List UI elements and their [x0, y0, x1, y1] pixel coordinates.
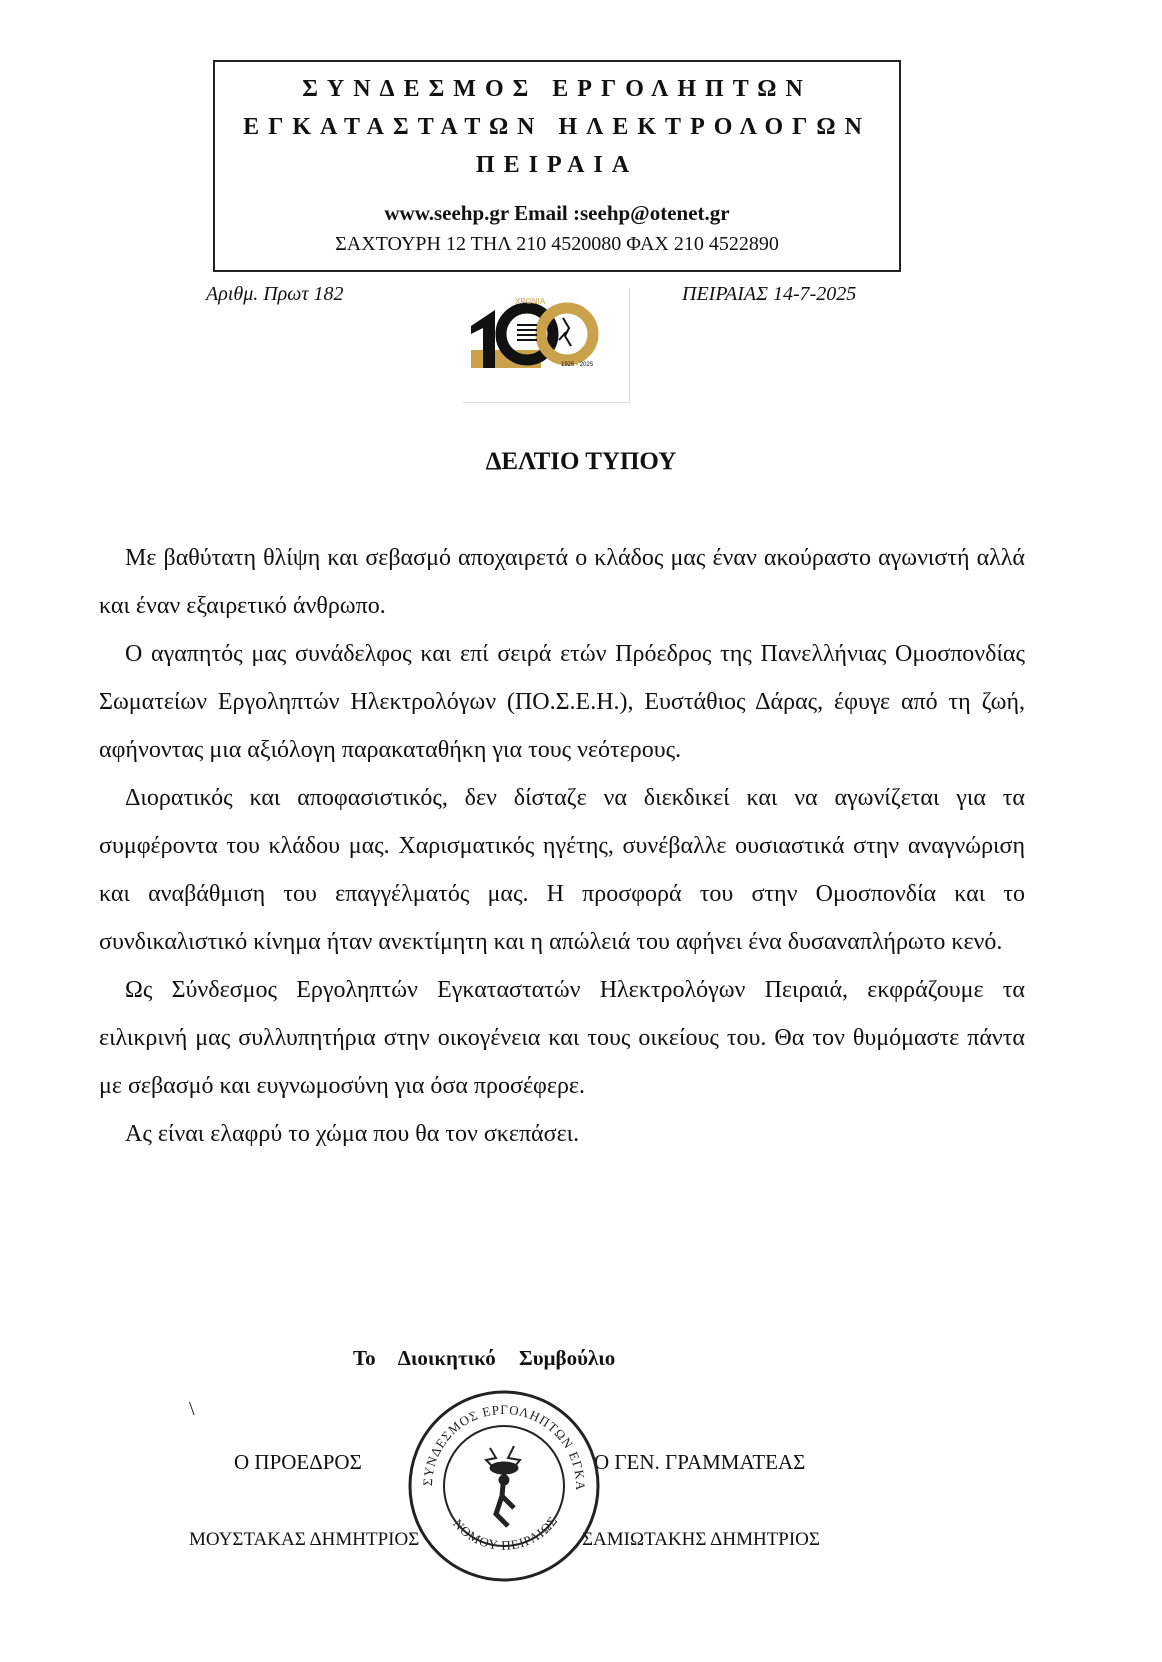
protocol-number: Αριθμ. Πρωτ 182 — [206, 283, 344, 305]
anniversary-logo — [463, 288, 630, 403]
stray-mark: \ — [189, 1398, 195, 1420]
place-date: ΠΕΙΡΑΙΑΣ 14-7-2025 — [682, 283, 857, 305]
logo-top-text: ΧΡΟΝΙΑ — [515, 297, 546, 306]
official-stamp — [404, 1386, 604, 1586]
svg-text:ΝΟΜΟΥ ΠΕΙΡΑΙΩΣ — [450, 1513, 560, 1553]
document-body — [99, 534, 1025, 1158]
stamp-figure-icon — [486, 1446, 520, 1526]
org-name-line-2: ΕΓΚΑΤΑΣΤΑΤΩΝ ΗΛΕΚΤΡΟΛΟΓΩΝ — [243, 114, 871, 140]
svg-text:ΣΥΝΔΕΣΜΟΣ ΕΡΓΟΛΗΠΤΩΝ ΕΓΚΑΤΑΣΤΑ — [404, 1386, 588, 1491]
stamp-ring-bottom-text: ΝΟΜΟΥ ΠΕΙΡΑΙΩΣ — [450, 1513, 561, 1553]
logo-years: 1925 - 2025 — [561, 362, 594, 368]
stamp-ring-top-text: ΣΥΝΔΕΣΜΟΣ ΕΡΓΟΛΗΠΤΩΝ ΕΓΚΑ — [419, 1401, 589, 1490]
secretary-name: ΣΑΜΙΩΤΑΚΗΣ ΔΗΜΗΤΡΙΟΣ — [582, 1529, 820, 1550]
president-name: ΜΟΥΣΤΑΚΑΣ ΔΗΜΗΤΡΙΟΣ — [189, 1529, 420, 1550]
body-paragraph: Ως Σύνδεσμος Εργοληπτών Εγκαταστατών Ηλεκτρολόγων Πειραιά, εκφράζουμε τα ειλικρινή μας συλλυπητήρια στην οικογένεια και τους οικείους του. Θα τον θυμόμαστε πάντα με σεβασμό και ευγνωμοσύνη για όσα προσέφερε. — [99, 977, 1025, 1099]
board-word: Διοικητικό — [397, 1346, 496, 1370]
logo-number: 100 — [463, 288, 465, 289]
body-paragraph: Ο αγαπητός μας συνάδελφος και επί σειρά ετών Πρόεδρος της Πανελλήνιας Ομοσπονδίας Σωματείων Εργοληπτών Ηλεκτρολόγων (ΠΟ.Σ.Ε.Η.), Ευστάθιος Δάρας, έφυγε από τη ζωή, αφήνοντας μια αξιόλογη παρακαταθήκη για τους νεότερους. — [99, 641, 1025, 763]
body-paragraph: Διορατικός και αποφασιστικός, δεν δίσταζε να διεκδικεί και να αγωνίζεται για τα συμφέροντα του κλάδου μας. Χαρισματικός ηγέτης, συνέβαλλε ουσιαστικά στην αναγνώριση και αναβάθμιση του επαγγέλματός μας. Η προσφορά του στην Ομοσπονδία και το συνδικαλιστικό κίνημα ήταν ανεκτίμητη και η απώλειά του αφήνει ένα δυσαναπλήρωτο κενό. — [99, 785, 1025, 955]
body-paragraph: Με βαθύτατη θλίψη και σεβασμό αποχαιρετά ο κλάδος μας έναν ακούραστο αγωνιστή αλλά και έναν εξαιρετικό άνθρωπο. — [99, 545, 1025, 619]
contact-web-email: www.seehp.gr Email :seehp@otenet.gr — [384, 201, 730, 225]
secretary-role: Ο ΓΕΝ. ΓΡΑΜΜΑΤΕΑΣ — [594, 1450, 806, 1474]
document-title: ΔΕΛΤΙΟ ΤΥΠΟΥ — [485, 448, 677, 475]
contact-address: ΣΑΧΤΟΥΡΗ 12 ΤΗΛ 210 4520080 ΦΑΧ 210 4522890 — [335, 233, 779, 255]
board-heading — [353, 1346, 633, 1371]
president-role: Ο ΠΡΟΕΔΡΟΣ — [234, 1450, 362, 1474]
board-word: Συμβούλιο — [518, 1346, 616, 1370]
org-name-line-3: ΠΕΙΡΑΙΑ — [475, 152, 639, 178]
letterhead-box — [213, 60, 901, 272]
org-name-line-1: ΣΥΝΔΕΣΜΟΣ ΕΡΓΟΛΗΠΤΩΝ — [302, 76, 812, 102]
body-paragraph: Ας είναι ελαφρύ το χώμα που θα τον σκεπάσει. — [125, 1121, 580, 1147]
board-word: Το — [353, 1346, 376, 1370]
